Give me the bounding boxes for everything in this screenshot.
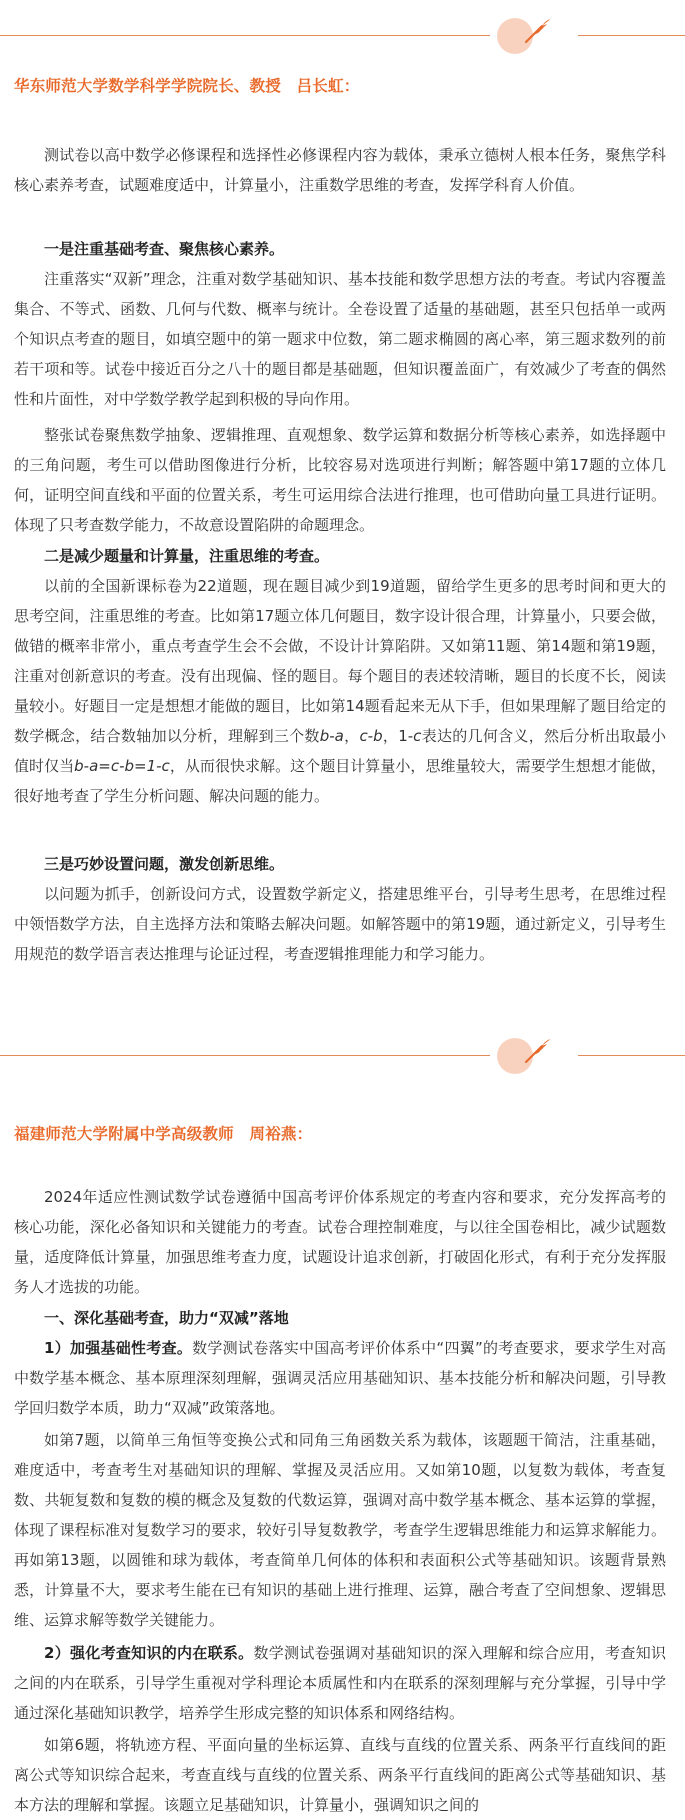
body-paragraph: 整张试卷聚焦数学抽象、逻辑推理、直观想象、数学运算和数据分析等核心素养，如选择题中的三角问题，考生可以借助图像进行分析，比较容易对选项进行判断；解答题中第17题的立体几何，证明空间直线和平面的位置关系，考生可运用综合法进行推理，也可借助向量工具进行证明。体现了只考查数学能力，不故意设置陷阱的命题理念。 [14, 426, 666, 534]
math-expression: c-b [359, 727, 383, 745]
math-expression: c [413, 727, 422, 745]
point-heading-3: 三是巧妙设置问题，激发创新思维。 [44, 855, 285, 873]
divider-line-left [0, 1055, 490, 1056]
wheat-feather-icon [522, 1036, 552, 1066]
text-segment: ，从而很快求解。这个题目计算量小，思维量较大，需要学生想想才能做，很好地考查了学生分析问题、解决问题的能力。 [14, 757, 666, 805]
body-paragraph: 如第7题，以简单三角恒等变换公式和同角三角函数关系为载体，该题题干简洁，注重基础，难度适中，考查考生对基础知识的理解、掌握及灵活应用。又如第10题，以复数为载体，考查复数、共轭复数和复数的模的概念及复数的代数运算，强调对高中数学基本概念、基本运算的掌握，体现了课程标准对复数学习的要求，较好引导复数教学，考查学生逻辑思维能力和运算求解能力。再如第13题，以圆锥和球为载体，考查简单几何体的体积和表面积公式等基础知识。该题背景熟悉，计算量不大，要求考生能在已有知识的基础上进行推理、运算，融合考查了空间想象、逻辑思维、运算求解等数学关键能力。 [14, 1431, 666, 1629]
body-paragraph: 以问题为抓手，创新设问方式，设置数学新定义，搭建思维平台，引导考生思考，在思维过程中领悟数学方法，自主选择方法和策略去解决问题。如解答题中的第19题，通过新定义，引导考生用规范的数学语言表达推理与论证过程，考查逻辑推理能力和学习能力。 [14, 885, 666, 963]
text-segment: ，1- [382, 727, 414, 745]
text-segment: 数学测试卷强调对基础知识的深入理解和综合应用，考查知识之间的内在联系，引导学生重视对学科理论本质属性和内在联系的深刻理解与充分掌握，引导中学通过深化基础知识教学，培养学生形成完整的知识体系和网络结构。 [14, 1644, 666, 1722]
body-paragraph: 注重落实“双新”理念，注重对数学基础知识、基本技能和数学思想方法的考查。考试内容覆盖集合、不等式、函数、几何与代数、概率与统计。全卷设置了适量的基础题，甚至只包括单一或两个知识点考查的题目，如填空题中的第一题求中位数，第二题求椭圆的离心率，第三题求数列的前若干项和等。试卷中接近百分之八十的题目都是基础题，但知识覆盖面广，有效减少了考查的偶然性和片面性，对中学数学教学起到积极的导向作用。 [14, 270, 666, 408]
text-segment: 数学测试卷落实中国高考评价体系中“四翼”的考查要求，要求学生对高中数学基本概念、基本原理深刻理解，强调灵活应用基础知识、基本技能分析和解决问题，引导教学回归数学本质，助力“双减”政策落地。 [14, 1339, 666, 1417]
section-divider [0, 1036, 685, 1076]
point-heading-1: 一、深化基础考查，助力“双减”落地 [44, 1309, 289, 1327]
body-paragraph-with-lead [14, 1333, 666, 1423]
text-segment: 以前的全国新课标卷为22道题，现在题目减少到19道题，留给学生更多的思考时间和更大的思考空间，注重思维的考查。比如第17题立体几何题目，数字设计很合理，计算量小，只要会做，做错的概率非常小，重点考查学生会不会做，不设计计算陷阱。又如第11题、第14题和第19题，注重对创新意识的考查。没有出现偏、怪的题目。每个题目的表述较清晰，题目的长度不长，阅读量较小。好题目一定是想想才能做的题目，比如第14题看起来无从下手，但如果理解了题目给定的数学概念，结合数轴加以分析，理解到三个数 [14, 577, 666, 745]
intro-paragraph: 测试卷以高中数学必修课程和选择性必修课程内容为载体，秉承立德树人根本任务，聚焦学科核心素养考查，试题难度适中，计算量小，注重数学思维的考查，发挥学科育人价值。 [14, 146, 666, 194]
section-divider [0, 16, 685, 56]
divider-line-right [578, 35, 685, 36]
intro-paragraph: 2024年适应性测试数学试卷遵循中国高考评价体系规定的考查内容和要求，充分发挥高考的核心功能，深化必备知识和关键能力的考查。试卷合理控制难度，与以往全国卷相比，减少试题数量，适度降低计算量，加强思维考查力度，试题设计追求创新，打破固化形式，有利于充分发挥服务人才选拔的功能。 [14, 1188, 666, 1296]
point-heading-2: 二是减少题量和计算量，注重思维的考查。 [44, 547, 330, 565]
divider-line-left [0, 35, 490, 36]
lead-bold-text: 2）强化考查知识的内在联系。 [44, 1644, 254, 1662]
body-paragraph-with-lead [14, 1638, 666, 1728]
divider-line-right [578, 1055, 685, 1056]
wheat-feather-icon [522, 16, 552, 46]
lead-bold-text: 1）加强基础性考查。 [44, 1339, 193, 1357]
body-paragraph: 如第6题，将轨迹方程、平面向量的坐标运算、直线与直线的位置关系、两条平行直线间的距离公式等知识综合起来，考查直线与直线的位置关系、两条平行直线间的距离公式等基础知识、基本方法的理解和掌握。该题立足基础知识，计算量小，强调知识之间的 [14, 1736, 666, 1814]
text-segment: 表达的几何含义，然后分析出取最小值时仅当 [14, 727, 666, 775]
body-paragraph-with-math [14, 571, 666, 811]
section-title-zhou-yuyan: 福建师范大学附属中学高级教师 周裕燕： [14, 1125, 313, 1143]
math-expression: b-a=c-b=1-c [74, 757, 170, 775]
text-segment: ， [343, 727, 360, 745]
section-title-lv-changhong: 华东师范大学数学科学学院院长、教授 吕长虹： [14, 77, 360, 95]
math-expression: b-a [319, 727, 344, 745]
point-heading-1: 一是注重基础考查、聚焦核心素养。 [44, 240, 285, 258]
